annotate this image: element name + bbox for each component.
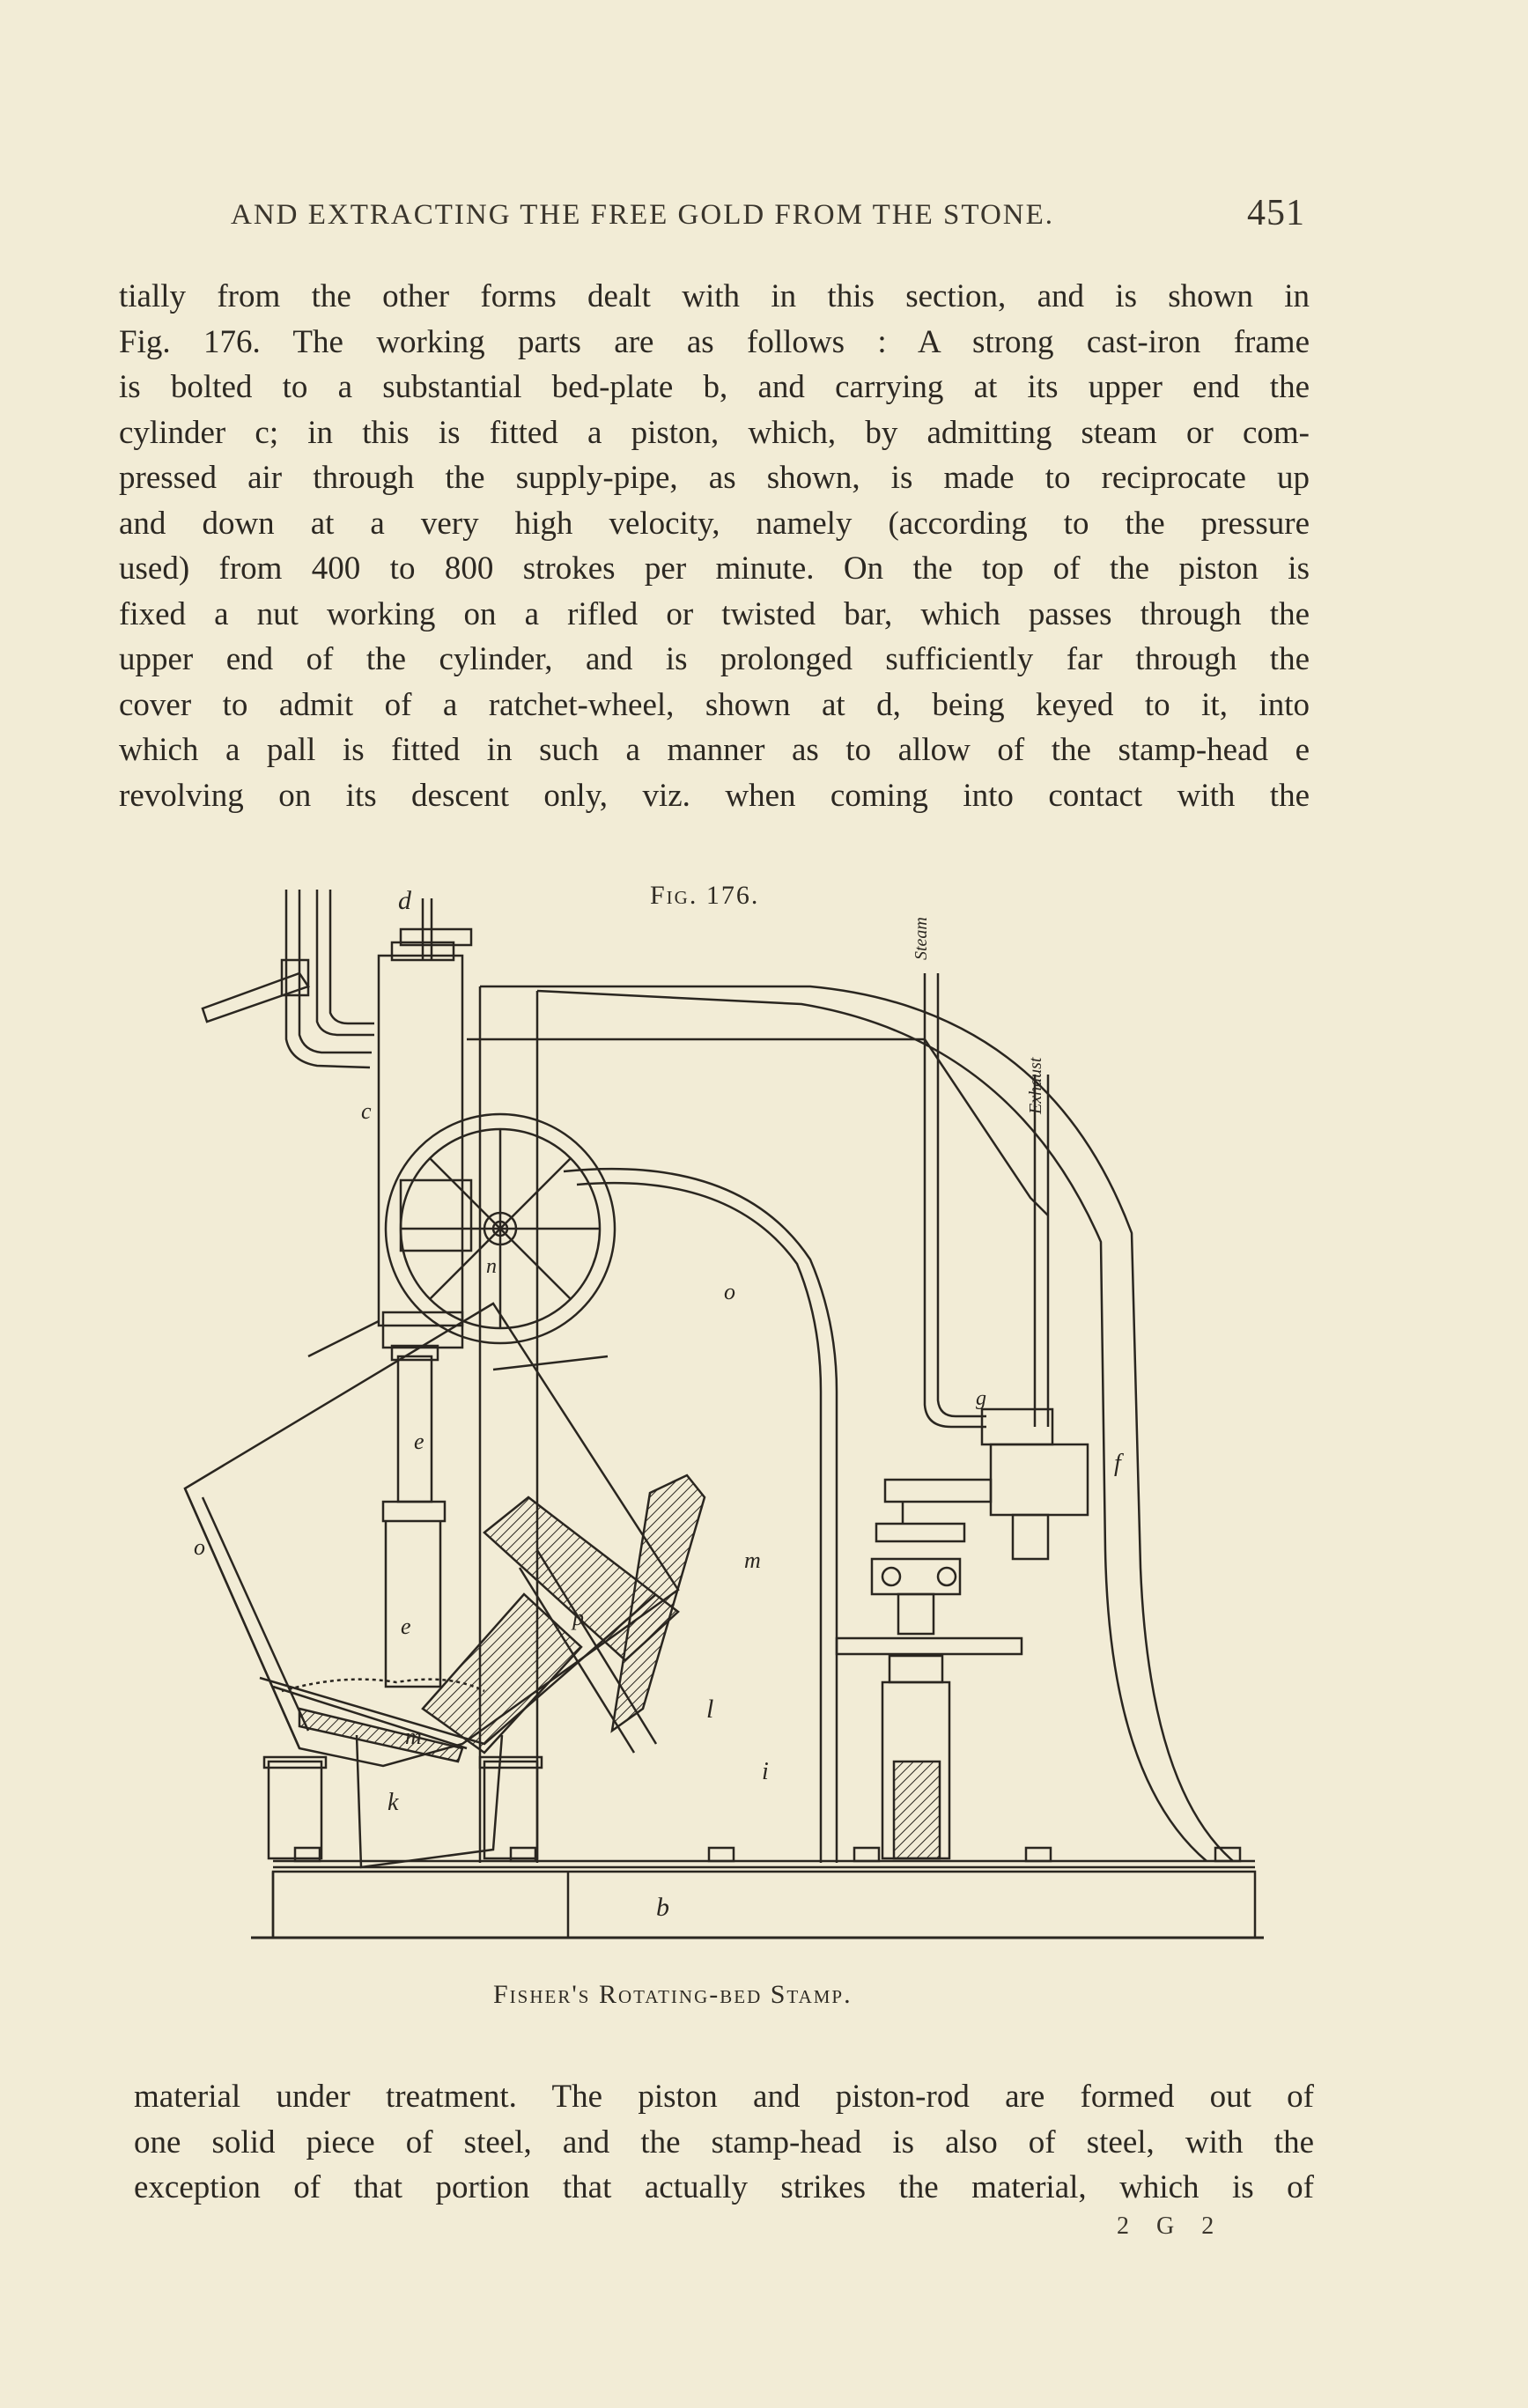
text-line: material under treatment. The piston and piston-rod are formed out of bbox=[134, 2079, 1314, 2115]
text-line: and down at a very high velocity, namely (according to the pressure bbox=[119, 505, 1310, 542]
body-paragraph-bottom bbox=[134, 2074, 1314, 2211]
text-line: cylinder c; in this is fitted a piston, which, by admitting steam or com- bbox=[119, 414, 1310, 451]
label-k: k bbox=[388, 1789, 399, 1816]
text-line: upper end of the cylinder, and is prolonged sufficiently far through the bbox=[119, 641, 1310, 677]
figure-caption: Fisher's Rotating-bed Stamp. bbox=[493, 1980, 853, 2009]
text-line: tially from the other forms dealt with in this section, and is shown in bbox=[119, 278, 1310, 314]
label-o-left: o bbox=[194, 1534, 205, 1560]
text-line: used) from 400 to 800 strokes per minute. On the top of the piston is bbox=[119, 550, 1310, 587]
drive-mechanism bbox=[467, 973, 1088, 1858]
text-line: exception of that portion that actually strikes the material, which is of bbox=[134, 2169, 1314, 2205]
figure-label: Fig. 176. bbox=[650, 881, 760, 910]
label-exhaust: Exhaust bbox=[1026, 1057, 1045, 1114]
body-paragraph-top bbox=[119, 274, 1310, 818]
label-g: g bbox=[976, 1387, 986, 1410]
text-line: fixed a nut working on a rifled or twisted bar, which passes through the bbox=[119, 595, 1310, 632]
label-m-left: m bbox=[405, 1724, 422, 1749]
page-number: 451 bbox=[1247, 193, 1305, 233]
text-line: which a pall is fitted in such a manner as to allow of the stamp-head e bbox=[119, 732, 1310, 768]
label-o-right: o bbox=[724, 1279, 735, 1304]
signature-mark: 2 G 2 bbox=[1117, 2212, 1225, 2240]
label-c: c bbox=[361, 1098, 372, 1124]
text-line: one solid piece of steel, and the stamp-head is also of steel, with the bbox=[134, 2124, 1314, 2161]
piston-rod-e bbox=[383, 1346, 445, 1687]
ratchet-wheel bbox=[386, 1114, 615, 1343]
stamp-machine-illustration bbox=[167, 863, 1286, 1964]
label-p: p bbox=[572, 1605, 584, 1630]
rotating-bed bbox=[185, 1304, 705, 1766]
label-m-right: m bbox=[744, 1547, 761, 1573]
bed-plate bbox=[251, 1861, 1264, 1938]
running-title: AND EXTRACTING THE FREE GOLD FROM THE STONE. bbox=[231, 199, 1055, 231]
text-line: is bolted to a substantial bed-plate b, and carrying at its upper end the bbox=[119, 369, 1310, 405]
label-steam: Steam bbox=[912, 917, 931, 960]
supply-pipe bbox=[203, 890, 374, 1067]
label-i: i bbox=[762, 1758, 769, 1785]
label-f: f bbox=[1114, 1450, 1121, 1477]
label-l: l bbox=[706, 1695, 714, 1724]
cast-iron-frame bbox=[480, 986, 1233, 1863]
text-line: pressed air through the supply-pipe, as shown, is made to reciprocate up bbox=[119, 460, 1310, 496]
label-b: b bbox=[656, 1893, 669, 1922]
text-line: cover to admit of a ratchet-wheel, shown at d, being keyed to it, into bbox=[119, 686, 1310, 723]
label-e-upper: e bbox=[414, 1429, 424, 1454]
text-line: Fig. 176. The working parts are as follows : A strong cast-iron frame bbox=[119, 323, 1310, 360]
label-d: d bbox=[398, 886, 411, 915]
label-e-lower: e bbox=[401, 1614, 411, 1639]
text-line: revolving on its descent only, viz. when coming into contact with the bbox=[119, 777, 1310, 814]
label-n: n bbox=[486, 1255, 497, 1278]
